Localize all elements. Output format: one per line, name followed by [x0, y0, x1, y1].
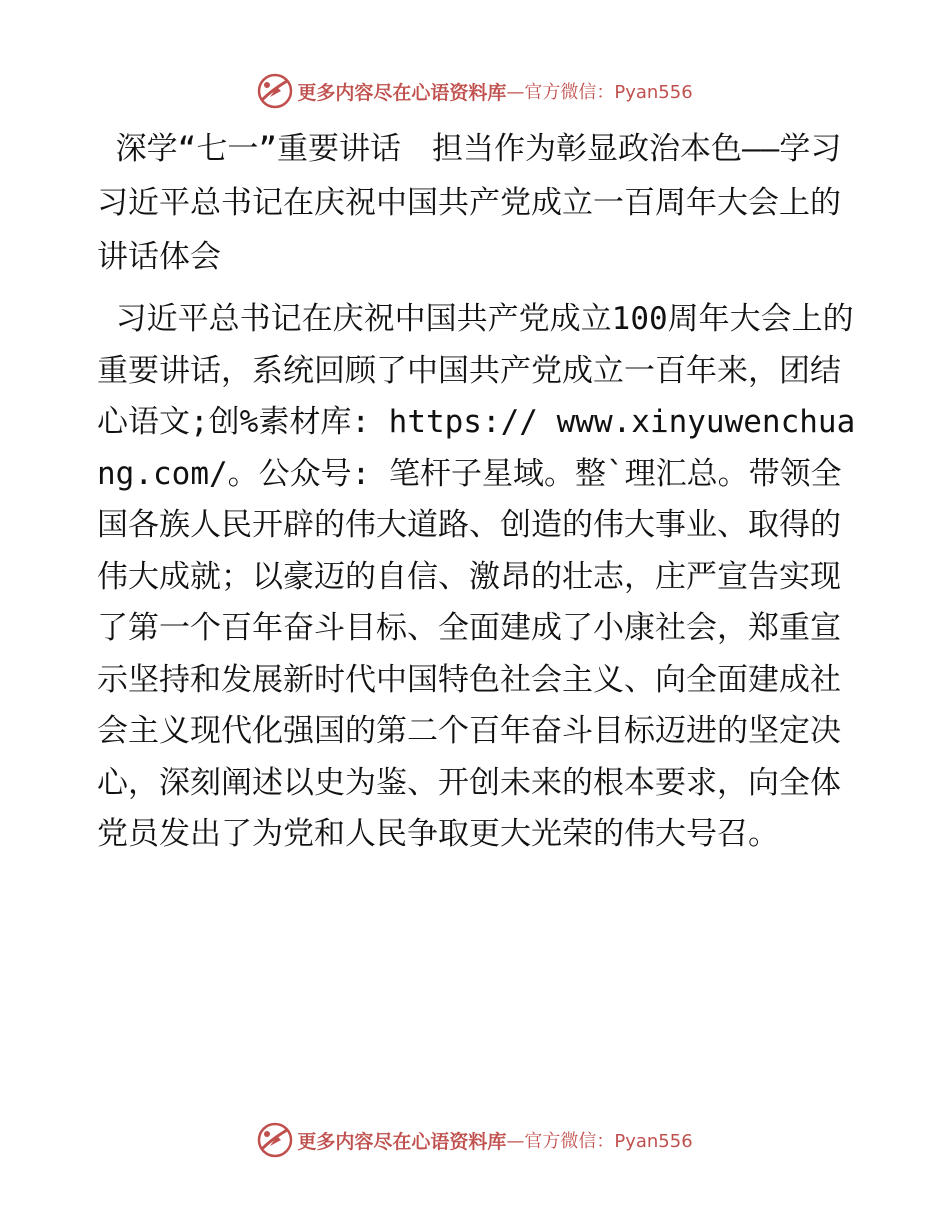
footer-banner: [0, 1120, 950, 1160]
ink-pen-logo-icon: [257, 1122, 293, 1158]
banner-site-text: 更多内容尽在心语资料库: [297, 81, 507, 104]
document-title: 深学“七一”重要讲话 担当作为彰显政治本色——学习习近平总书记在庆祝中国共产党成立一百周年大会上的讲话体会: [97, 131, 842, 275]
header-banner: [0, 71, 950, 111]
document-body: [97, 122, 857, 861]
ink-pen-logo-icon: [257, 73, 293, 109]
banner-wechat-text: —官方微信：Pyan556: [506, 82, 693, 103]
banner-site-text: 更多内容尽在心语资料库: [297, 1130, 507, 1153]
document-paragraph: 习近平总书记在庆祝中国共产党成立100周年大会上的重要讲话，系统回顾了中国共产党成立一百年来，团结心语文;创%素材库: https:// www.xinyuwenchuang.com/。公众号: 笔杆子星域。整`理汇总。带领全国各族人民开辟的伟大道路、创造的伟大事业、取得的伟大成就；以豪迈的自信、激昂的壮志，庄严宣告实现了第一个百年奋斗目标、全面建成了小康社会，郑重宣示坚持和发展新时代中国特色社会主义、向全面建成社会主义现代化强国的第二个百年奋斗目标迈进的坚定决心，深刻阐述以史为鉴、开创未来的根本要求，向全体党员发出了为党和人民争取更大光荣的伟大号召。: [97, 301, 856, 852]
banner-wechat-text: —官方微信：Pyan556: [506, 1131, 693, 1152]
